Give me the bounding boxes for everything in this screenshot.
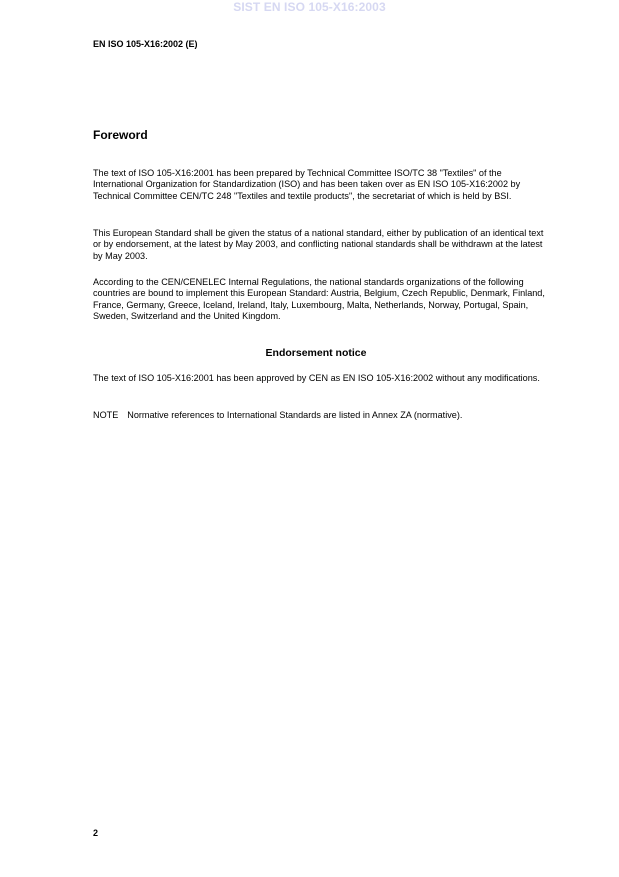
foreword-paragraph-3: According to the CEN/CENELEC Internal Regulations, the national standards organizations of the following countries are bound to implement this European Standard: Austria, Belgium, Czech Republic, Denmark, Finland, France, Germany, Greece, Iceland, Ireland, Italy, Luxembourg, Malta, Netherlands, Norway, Portugal, Spain, Sweden, Switzerland and the United Kingdom. [93,277,545,322]
note [93,410,553,421]
watermark: SIST EN ISO 105-X16:2003 [233,0,386,14]
document-id: EN ISO 105-X16:2002 (E) [93,39,198,49]
foreword-paragraph-1: The text of ISO 105-X16:2001 has been prepared by Technical Committee ISO/TC 38 "Textiles" of the International Organization for Standardization (ISO) and has been taken over as EN ISO 105-X16:2002 by Technical Committee CEN/TC 248 "Textiles and textile products", the secretariat of which is held by BSI. [93,168,521,201]
endorsement-paragraph: The text of ISO 105-X16:2001 has been approved by CEN as EN ISO 105-X16:2002 without any modifications. [93,373,540,383]
foreword-heading: Foreword [93,128,148,142]
note-text: Normative references to International Standards are listed in Annex ZA (normative). [127,410,463,420]
page-number: 2 [93,828,99,838]
note-label: NOTE [93,410,119,420]
foreword-paragraph-2: This European Standard shall be given the status of a national standard, either by publication of an identical text or by endorsement, at the latest by May 2003, and conflicting national standards shall be withdrawn at the latest by May 2003. [93,228,544,261]
endorsement-heading: Endorsement notice [265,347,367,359]
